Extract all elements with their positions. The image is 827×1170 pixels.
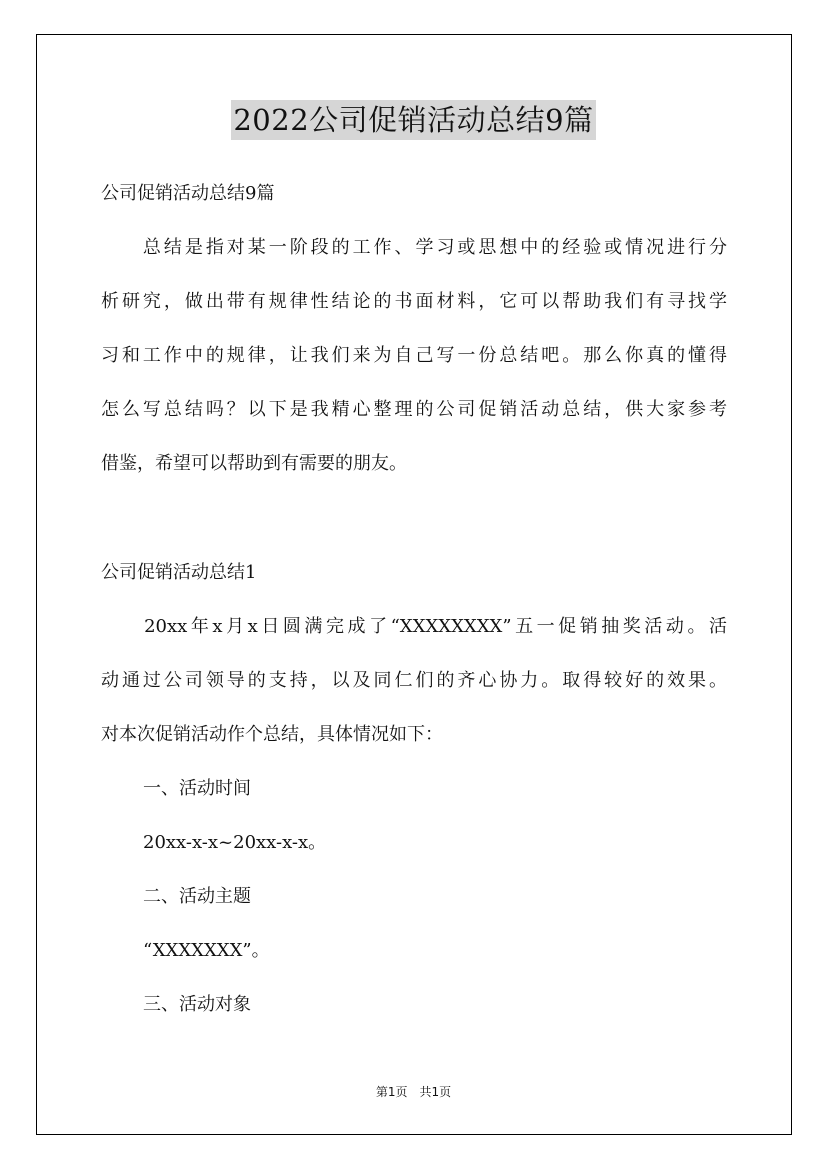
section-1-row-1: 20xx年x月x日圆满完成了“XXXXXXXX”五一促销抽奖活动。活 bbox=[101, 616, 727, 637]
document-subtitle: 公司促销活动总结9篇 bbox=[101, 183, 275, 204]
item-2-value: “XXXXXXX”。 bbox=[143, 940, 270, 961]
page-number-footer: 第1页 共1页 bbox=[375, 1085, 452, 1099]
document-title: 2022公司促销活动总结9篇 bbox=[231, 100, 595, 140]
intro-row-5: 借鉴，希望可以帮助到有需要的朋友。 bbox=[101, 453, 407, 474]
intro-row-1: 总结是指对某一阶段的工作、学习或思想中的经验或情况进行分 bbox=[101, 237, 727, 258]
intro-row-2: 析研究，做出带有规律性结论的书面材料，它可以帮助我们有寻找学 bbox=[101, 291, 727, 312]
intro-row-4: 怎么写总结吗？以下是我精心整理的公司促销活动总结，供大家参考 bbox=[101, 399, 727, 420]
item-1-heading: 一、活动时间 bbox=[143, 778, 251, 799]
intro-paragraph bbox=[101, 236, 727, 506]
section-1-row-2: 动通过公司领导的支持，以及同仁们的齐心协力。取得较好的效果。 bbox=[101, 670, 727, 691]
title-container bbox=[0, 100, 827, 140]
item-3-heading: 三、活动对象 bbox=[143, 994, 251, 1015]
item-1-value: 20xx-x-x~20xx-x-x。 bbox=[143, 832, 327, 853]
section-1-heading: 公司促销活动总结1 bbox=[101, 562, 257, 583]
section-1-paragraph bbox=[101, 615, 727, 777]
item-2-heading: 二、活动主题 bbox=[143, 886, 251, 907]
intro-row-3: 习和工作中的规律，让我们来为自己写一份总结吧。那么你真的懂得 bbox=[101, 345, 727, 366]
section-1-row-3: 对本次促销活动作个总结，具体情况如下： bbox=[101, 724, 443, 745]
